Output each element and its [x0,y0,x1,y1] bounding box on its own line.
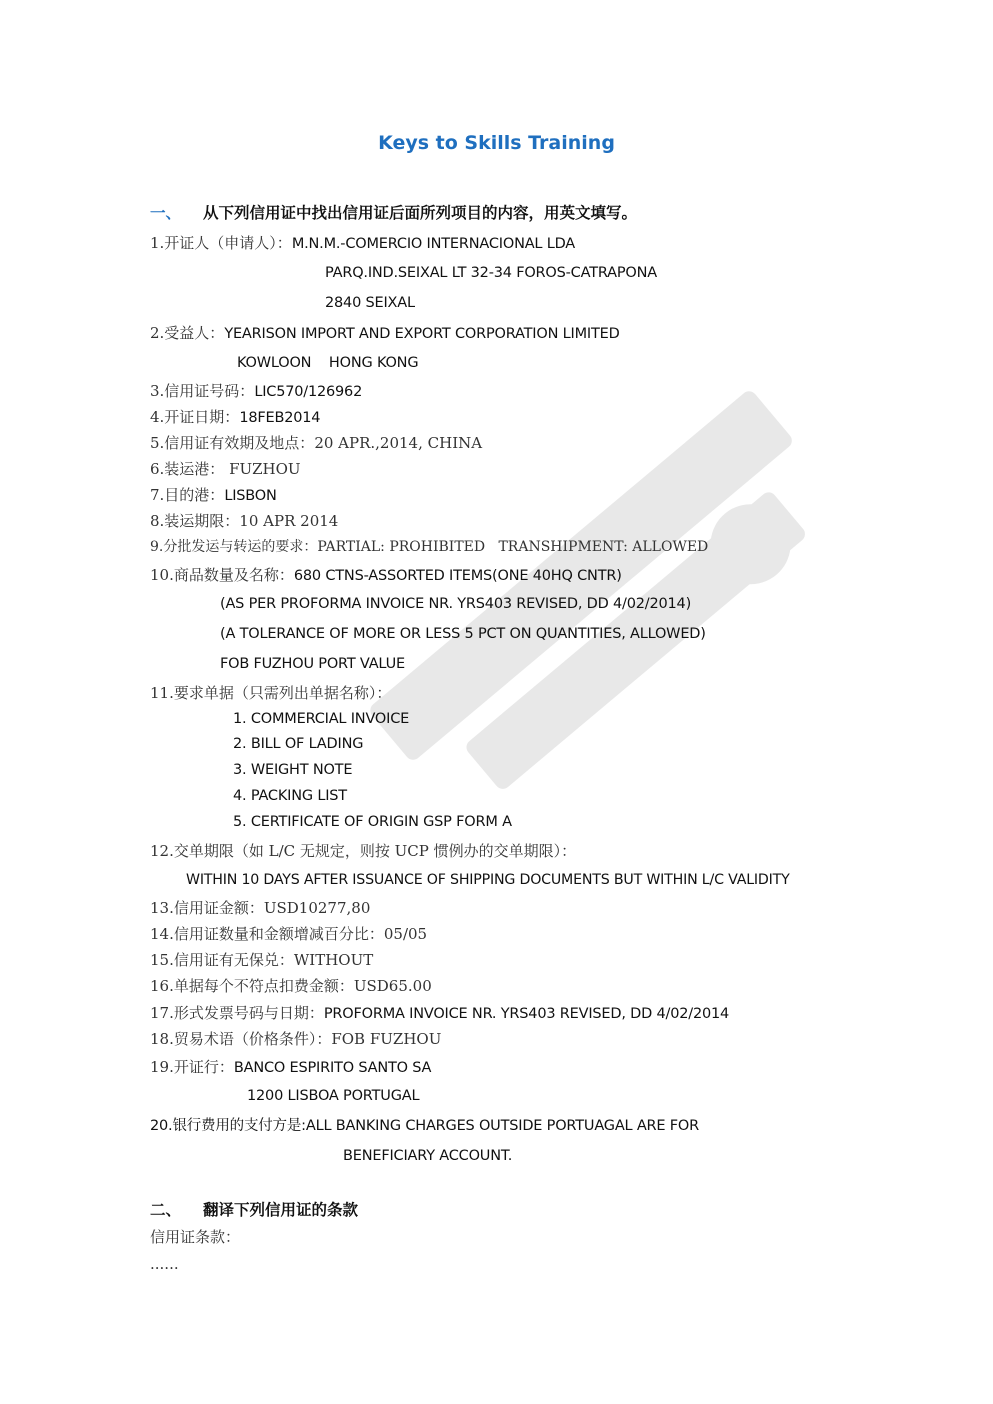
item-15: 15.信用证有无保兑：WITHOUT [150,951,374,969]
section-1-heading [150,203,637,223]
doc-item-4: 4. PACKING LIST [233,788,347,804]
item-8: 8.装运期限：10 APR 2014 [150,512,339,530]
item-4-label: 4.开证日期： [150,408,240,426]
item-10-value: 680 CTNS-ASSORTED ITEMS(ONE 40HQ CNTR) [293,568,622,584]
item-7-value: LISBON [224,488,277,504]
section-2-ellipsis: ...... [150,1255,179,1273]
item-7-label: 7.目的港： [150,486,225,504]
item-2 [150,323,620,344]
item-20-value: ALL BANKING CHARGES OUTSIDE PORTUAGAL ARE FOR [305,1118,700,1134]
item-17-value: PROFORMA INVOICE NR. YRS403 REVISED, DD 4/02/2014 [323,1006,730,1022]
section-1-number: 一、 [150,204,182,222]
item-7 [150,485,277,506]
item-12: 12.交单期限（如 L/C 无规定，则按 UCP 惯例办的交单期限）： [150,842,577,860]
doc-item-1: 1. COMMERCIAL INVOICE [233,711,410,727]
item-4-value: 18FEB2014 [239,410,321,426]
item-10-line-2: (AS PER PROFORMA INVOICE NR. YRS403 REVISED, DD 4/02/2014) [220,596,692,612]
item-1-value: M.N.M.-COMERCIO INTERNACIONAL LDA [291,236,576,252]
item-19-value: BANCO ESPIRITO SANTO SA [233,1060,432,1076]
item-3-value: LIC570/126962 [254,384,363,400]
item-3 [150,381,362,402]
item-5: 5.信用证有效期及地点：20 APR.,2014, CHINA [150,434,483,452]
section-2-subheading: 信用证条款： [150,1228,241,1246]
section-2-text: 翻译下列信用证的条款 [203,1201,359,1219]
doc-item-5: 5. CERTIFICATE OF ORIGIN GSP FORM A [233,814,512,830]
item-12-value: WITHIN 10 DAYS AFTER ISSUANCE OF SHIPPING DOCUMENTS BUT WITHIN L/C VALIDITY [186,872,790,888]
item-2-line-2: KOWLOON HONG KONG [237,355,419,371]
item-10-line-4: FOB FUZHOU PORT VALUE [220,656,405,672]
item-2-label: 2.受益人： [150,324,225,342]
item-1-line-3: 2840 SEIXAL [325,295,415,311]
item-10-line-3: (A TOLERANCE OF MORE OR LESS 5 PCT ON QUANTITIES, ALLOWED) [220,626,706,642]
doc-item-2: 2. BILL OF LADING [233,736,364,752]
item-9: 9.分批发运与转运的要求：PARTIAL: PROHIBITED TRANSHIPMENT: ALLOWED [150,539,709,555]
item-20-label: 20.银行费用的支付方是: [150,1118,306,1134]
section-1-text: 从下列信用证中找出信用证后面所列项目的内容，用英文填写。 [203,204,638,222]
item-1-line-2: PARQ.IND.SEIXAL LT 32-34 FOROS-CATRAPONA [325,265,657,281]
item-19 [150,1057,431,1078]
item-11: 11.要求单据（只需列出单据名称）： [150,684,392,702]
item-17 [150,1003,729,1024]
item-20-line-2: BENEFICIARY ACCOUNT. [343,1148,513,1164]
item-14: 14.信用证数量和金额增减百分比：05/05 [150,925,428,943]
item-19-label: 19.开证行： [150,1058,234,1076]
item-3-label: 3.信用证号码： [150,382,255,400]
item-10-label: 10.商品数量及名称： [150,566,294,584]
item-4 [150,407,320,428]
section-2-heading [150,1200,358,1220]
item-10 [150,565,622,586]
item-2-value: YEARISON IMPORT AND EXPORT CORPORATION LIMITED [224,326,620,342]
section-2-number: 二、 [150,1201,182,1219]
page-title: Keys to Skills Training [378,132,615,154]
doc-item-3: 3. WEIGHT NOTE [233,762,353,778]
item-17-label: 17.形式发票号码与日期： [150,1004,324,1022]
item-1 [150,233,575,254]
item-6: 6.装运港： FUZHOU [150,460,301,478]
item-1-label: 1.开证人（申请人）： [150,234,292,252]
item-20 [150,1116,699,1136]
item-18: 18.贸易术语（价格条件）：FOB FUZHOU [150,1030,442,1048]
item-13: 13.信用证金额：USD10277,80 [150,899,371,917]
item-19-line-2: 1200 LISBOA PORTUGAL [247,1088,420,1104]
item-16: 16.单据每个不符点扣费金额：USD65.00 [150,977,432,995]
